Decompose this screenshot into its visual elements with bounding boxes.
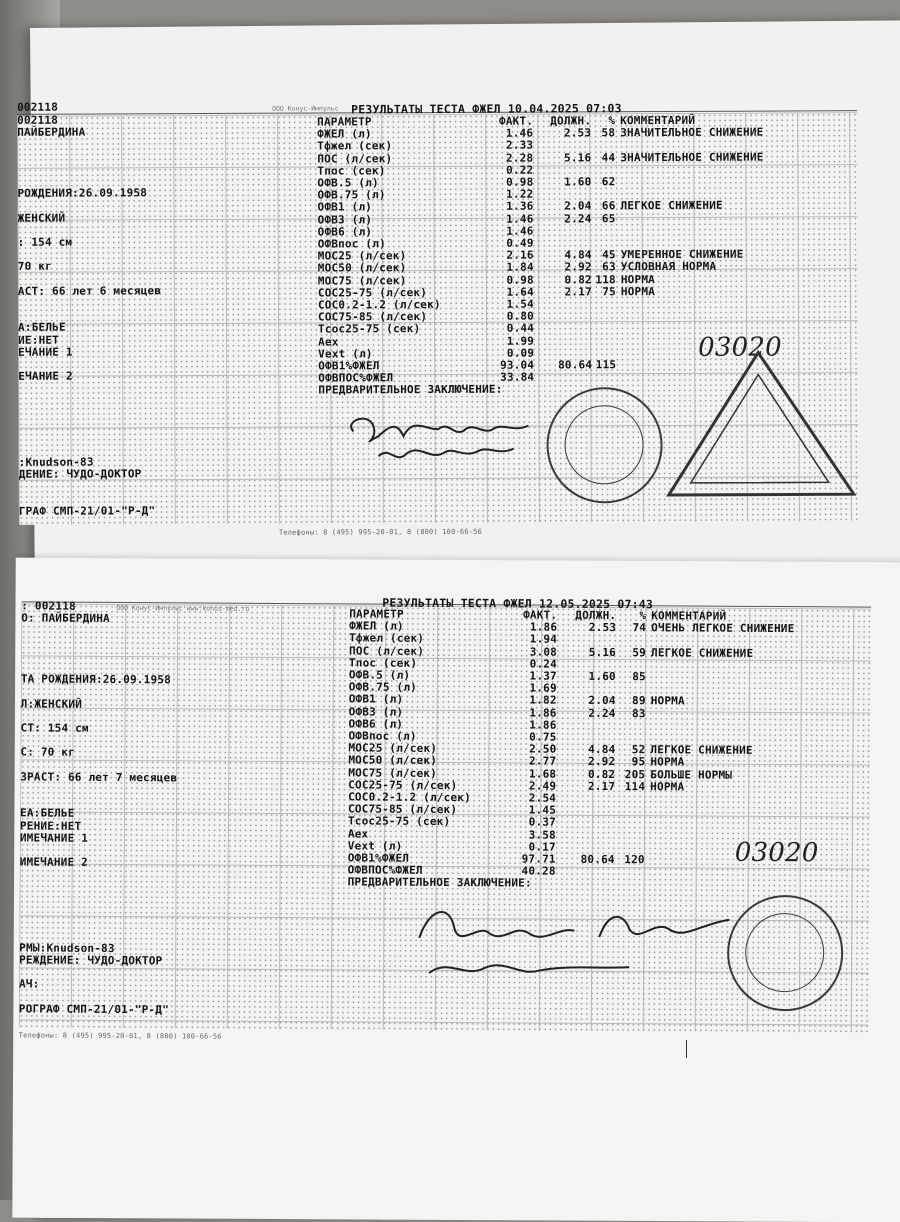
percent-column: % 58 44 62 66 65 45 63 118 75 115 bbox=[595, 114, 617, 372]
percent-column: % 74 59 85 89 83 52 95 205 114 120 bbox=[624, 609, 647, 867]
report-id: 002118 bbox=[17, 100, 59, 114]
page-mark bbox=[686, 1040, 687, 1058]
signature-scribble bbox=[338, 400, 558, 476]
report-title: РЕЗУЛЬТАТЫ ТЕСТА ФЖЕЛ 12.05.2025 07:43 bbox=[382, 595, 654, 612]
handwritten-number: 03020 bbox=[734, 837, 819, 869]
spirometry-report-1 bbox=[17, 94, 859, 543]
parameter-column: ПАРАМЕТР ФЖЕЛ (л) Тфжел (сек) ПОС (л/сек) Тпос (сек) ОФВ.5 (л) ОФВ.75 (л) ОФВ1 (л) ОФВ3 (л) ОФВ6 (л) ОФВпос (л) МОС25 (л/сек) МОС50 (л/сек) МОС75 (л/сек) СОС25-75 (л/сек) СОС0.2-1.2 (л/сек) СОС75-85 (л/сек) Тсос25-75 (сек) Аех Vext (л) ОФВ1%ФЖЕЛ ОФВПОС%ФЖЕЛ ПРЕДВАРИТЕЛЬНОЕ ЗАКЛЮЧЕНИЕ: bbox=[317, 115, 503, 397]
patient-info-column: 002118 ПАЙБЕРДИНА РОЖДЕНИЯ:26.09.1958 ЖЕНСКИЙ : 154 см 70 кг АСТ: 66 лет 6 месяцев А:БЕЛЬЕ ИЕ:НЕТ ЕЧАНИЕ 1 ЕЧАНИЕ 2 :Knudson-83 ДЕНИЕ: ЧУДО-ДОКТОР ГРАФ СМП-21/01-"Р-Д" bbox=[17, 113, 162, 518]
spirometry-report-2 bbox=[19, 585, 872, 1050]
parameter-column: ПАРАМЕТР ФЖЕЛ (л) Тфжел (сек) ПОС (л/сек) Тпос (сек) ОФВ.5 (л) ОФВ.75 (л) ОФВ1 (л) ОФВ3 (л) ОФВ6 (л) ОФВпос (л) МОС25 (л/сек) МОС50 (л/сек) МОС75 (л/сек) СОС25-75 (л/сек) СОС0.2-1.2 (л/сек) СОС75-85 (л/сек) Тсос25-75 (сек) Аех Vext (л) ОФВ1%ФЖЕЛ ОФВПОС%ФЖЕЛ ПРЕДВАРИТЕЛЬНОЕ ЗАКЛЮЧЕНИЕ: bbox=[347, 607, 532, 891]
comment-column: КОММЕНТАРИЙ ЗНАЧИТЕЛЬНОЕ СНИЖЕНИЕ ЗНАЧИТЕЛЬНОЕ СНИЖЕНИЕ ЛЕГКОЕ СНИЖЕНИЕ УМЕРЕННОЕ СНИЖЕНИЕ УСЛОВНАЯ НОРМА НОРМА НОРМА bbox=[620, 113, 764, 372]
phones: Телефоны: 8 (495) 995-20-01, 8 (800) 100-66-56 bbox=[278, 527, 483, 537]
predicted-column: ДОЛЖН. 2.53 5.16 1.60 2.04 2.24 4.84 2.92 0.82 2.17 80.64 bbox=[575, 608, 617, 867]
phones: Телефоны: 8 (495) 995-20-01, 8 (800) 100-66-56 bbox=[18, 1031, 222, 1041]
predicted-column: ДОЛЖН. 2.53 5.16 1.60 2.04 2.24 4.84 2.92 0.82 2.17 80.64 bbox=[550, 114, 593, 372]
comment-column: КОММЕНТАРИЙ ОЧЕНЬ ЛЕГКОЕ СНИЖЕНИЕ ЛЕГКОЕ СНИЖЕНИЕ НОРМА ЛЕГКОЕ СНИЖЕНИЕ НОРМА БОЛЬШЕ НОРМЫ НОРМА bbox=[649, 609, 795, 867]
patient-info-column: : 002118 О: ПАЙБЕРДИНА ТА РОЖДЕНИЯ:26.09.1958 Л:ЖЕНСКИЙ СТ: 154 см С: 70 кг ЗРАСТ: 66 лет 7 месяцев ЕА:БЕЛЬЕ РЕНИЕ:НЕТ ИМЕЧАНИЕ 1 ИМЕЧАНИЕ 2 РМЫ:Knudson-83 РЕЖДЕНИЕ: ЧУДО-ДОКТОР АЧ: РОГРАФ СМП-21/01-"Р-Д" bbox=[18, 599, 178, 1017]
fact-column: ФАКТ. 1.86 1.94 3.08 0.24 1.37 1.69 1.82 1.86 1.86 0.75 2.50 2.77 1.68 2.49 2.54 1.45 0.37 3.58 0.17 97.71 40.28 bbox=[521, 608, 558, 878]
report-title: РЕЗУЛЬТАТЫ ТЕСТА ФЖЕЛ 10.04.2025 07:03 bbox=[351, 101, 622, 117]
company-name: ООО Конус-Импульс bbox=[272, 104, 339, 113]
company-name: ООО Конус-Импульс www.konus-med.ru bbox=[116, 603, 250, 613]
fact-column: ФАКТ. 1.46 2.33 2.28 0.22 0.98 1.22 1.36 1.46 1.46 0.49 2.16 1.84 0.98 1.64 1.54 0.80 0.44 1.99 0.09 93.04 33.84 bbox=[498, 114, 535, 384]
signature-scribble bbox=[409, 888, 740, 1000]
doctor-stamp bbox=[727, 895, 844, 1012]
doctor-stamp bbox=[546, 387, 663, 504]
handwritten-number: 03020 bbox=[698, 332, 782, 363]
triangle-stamp bbox=[658, 344, 859, 510]
